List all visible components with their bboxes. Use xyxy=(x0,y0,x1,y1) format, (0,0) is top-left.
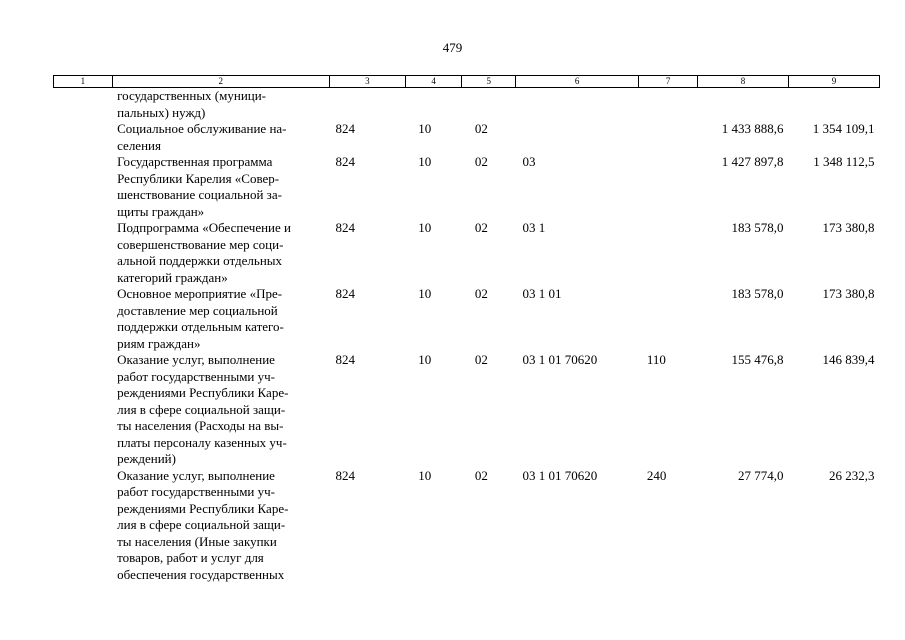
ministry-code: 824 xyxy=(335,286,355,301)
expense-type-code xyxy=(639,286,698,352)
subsection-code: 02 xyxy=(474,220,488,235)
amount-year1: 1 433 888,6 xyxy=(721,121,784,136)
row-number-cell xyxy=(54,286,113,352)
section-code: 10 xyxy=(418,467,432,483)
expense-type-code xyxy=(639,121,698,154)
row-number-cell xyxy=(54,220,113,286)
target-code xyxy=(515,121,638,154)
budget-table xyxy=(53,75,880,583)
section-code: 10 xyxy=(418,220,432,235)
amount-year2: 173 380,8 xyxy=(822,286,875,301)
amount-year2: 1 354 109,1 xyxy=(812,121,875,136)
amount-year1: 183 578,0 xyxy=(731,220,784,235)
section-code: 10 xyxy=(418,352,432,367)
target-code: 03 xyxy=(522,154,536,169)
item-name: Социальное обслуживание на- селения xyxy=(117,121,287,153)
target-code: 03 1 01 xyxy=(522,286,562,301)
table-row xyxy=(54,88,880,122)
subsection-code: 02 xyxy=(474,121,488,136)
amount-year1: 183 578,0 xyxy=(731,286,784,301)
table-row xyxy=(54,154,880,220)
section-code xyxy=(405,88,462,122)
table-row xyxy=(54,468,880,584)
item-name: Подпрограмма «Обеспечение и совершенствование мер соци- альной поддержки отдельных категорий граждан» xyxy=(117,220,291,285)
column-header: 9 xyxy=(788,76,879,88)
ministry-code: 824 xyxy=(335,352,355,367)
column-header: 5 xyxy=(462,76,516,88)
amount-year2: 173 380,8 xyxy=(822,220,875,235)
amount-year2: 146 839,4 xyxy=(822,352,875,367)
table-row xyxy=(54,121,880,154)
amount-year2: 26 232,3 xyxy=(829,467,875,483)
row-number-cell xyxy=(54,121,113,154)
row-number-cell xyxy=(54,468,113,584)
expense-type-code: 110 xyxy=(646,352,666,367)
expense-type-code: 240 xyxy=(646,467,667,483)
amount-year1: 27 774,0 xyxy=(737,467,784,483)
row-number-cell xyxy=(54,88,113,122)
amount-year2: 1 348 112,5 xyxy=(813,154,875,169)
item-name: Оказание услуг, выполнение работ государственными уч- реждениями Республики Каре- лия в сфере социальной защи- ты населения (Иные закупки товаров, работ и услуг для обеспечения государственных xyxy=(117,467,289,582)
subsection-code: 02 xyxy=(474,286,488,301)
column-header: 3 xyxy=(329,76,405,88)
subsection-code: 02 xyxy=(474,352,488,367)
item-name: Основное мероприятие «Пре- доставление мер социальной поддержки отдельным катего- риям граждан» xyxy=(117,286,284,351)
ministry-code: 824 xyxy=(335,220,355,235)
subsection-code: 02 xyxy=(474,154,488,169)
ministry-code: 824 xyxy=(335,154,355,169)
amount-year1: 1 427 897,8 xyxy=(721,154,784,169)
ministry-code: 824 xyxy=(335,467,355,483)
column-header: 7 xyxy=(639,76,698,88)
expense-type-code xyxy=(639,154,698,220)
target-code xyxy=(515,88,638,122)
section-code: 10 xyxy=(418,286,432,301)
target-code: 03 1 01 70620 xyxy=(522,467,598,483)
expense-type-code xyxy=(639,220,698,286)
amount-year1 xyxy=(697,88,788,122)
column-header: 2 xyxy=(112,76,329,88)
column-header: 6 xyxy=(515,76,638,88)
ministry-code xyxy=(329,88,405,122)
section-code: 10 xyxy=(418,154,432,169)
item-name: государственных (муници- пальных) нужд) xyxy=(117,88,267,120)
amount-year2 xyxy=(788,88,879,122)
table-row xyxy=(54,352,880,468)
table-row xyxy=(54,286,880,352)
target-code: 03 1 01 70620 xyxy=(522,352,598,367)
item-name: Государственная программа Республики Карелия «Совер- шенствование социальной за- щиты граждан» xyxy=(117,154,282,219)
subsection-code xyxy=(462,88,516,122)
table-row xyxy=(54,220,880,286)
expense-type-code xyxy=(639,88,698,122)
target-code: 03 1 xyxy=(522,220,546,235)
row-number-cell xyxy=(54,154,113,220)
amount-year1: 155 476,8 xyxy=(731,352,784,367)
column-header: 4 xyxy=(405,76,462,88)
column-number-row xyxy=(54,76,880,88)
item-name: Оказание услуг, выполнение работ государственными уч- реждениями Республики Каре- лия в сфере социальной защи- ты населения (Расходы на вы- платы персоналу казенных уч- реждений) xyxy=(117,352,289,466)
ministry-code: 824 xyxy=(335,121,355,136)
column-header: 1 xyxy=(54,76,113,88)
column-header: 8 xyxy=(697,76,788,88)
subsection-code: 02 xyxy=(474,467,488,483)
page-number: 479 xyxy=(442,40,463,55)
row-number-cell xyxy=(54,352,113,468)
section-code: 10 xyxy=(418,121,432,136)
